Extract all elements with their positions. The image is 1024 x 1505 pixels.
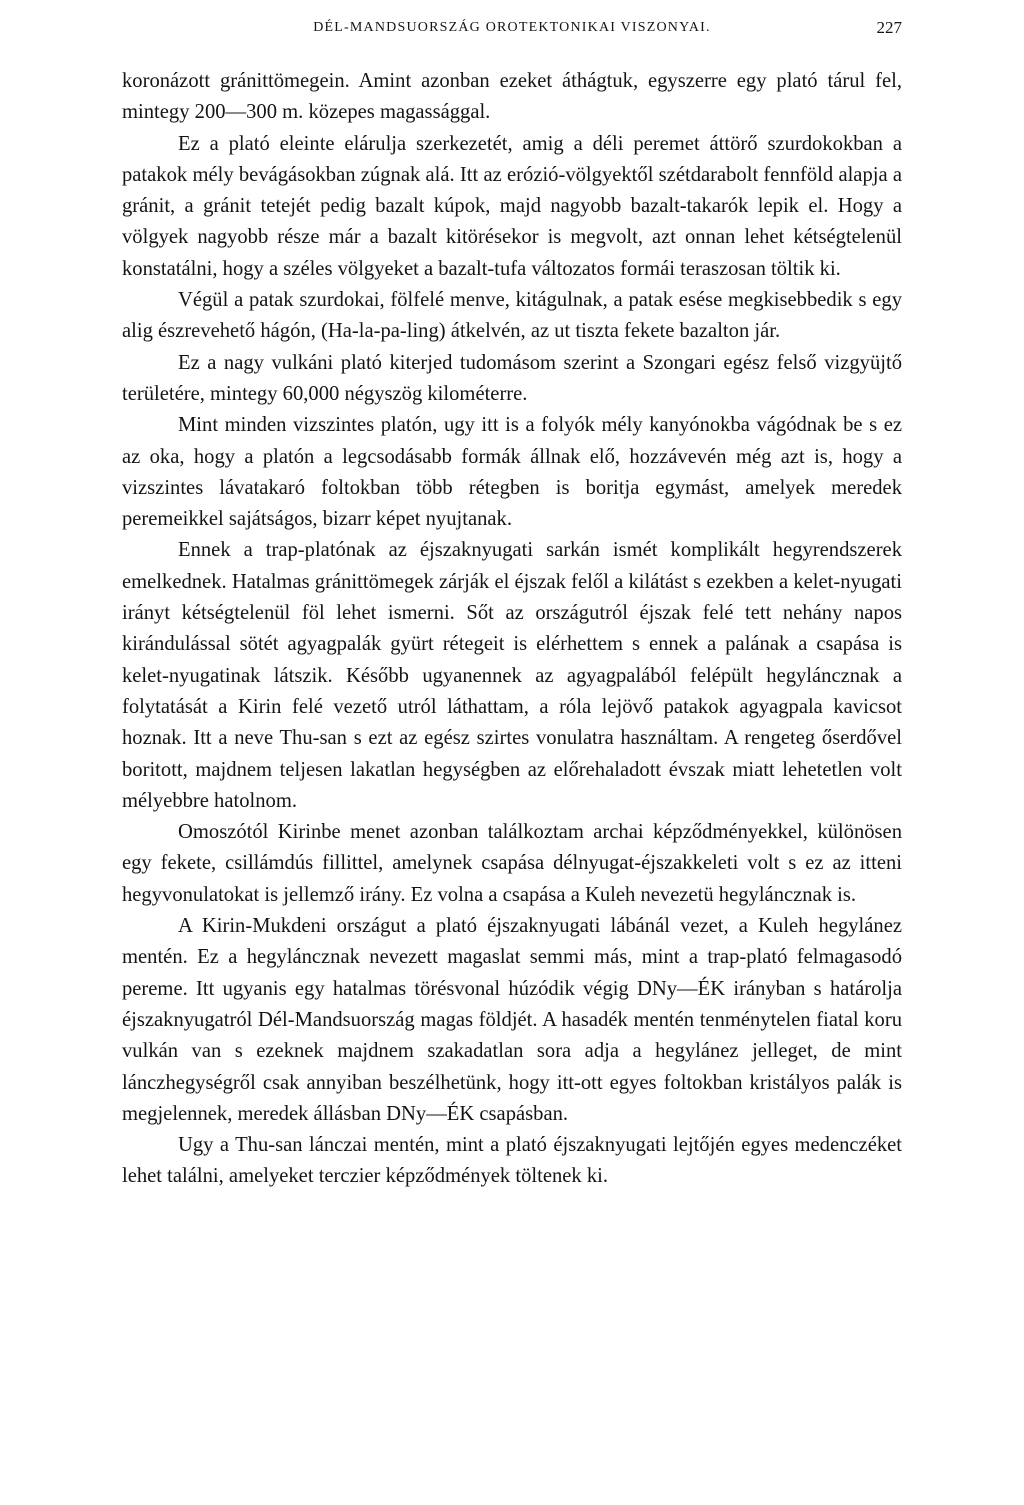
running-header — [122, 0, 902, 50]
paragraph: Ugy a Thu-san lánczai mentén, mint a plató éjszaknyugati lejtőjén egyes medenczéket lehet találni, amelyeket terczier képződmények töltenek ki. — [122, 1134, 902, 1188]
paragraph: Ez a plató eleinte elárulja szerkezetét, amig a déli peremet áttörő szurdokokban a patakok mély bevágásokban zúgnak alá. Itt az erózió-völgyektől szétdarabolt fennföld alapja a gránit, a gránit tetejét pedig bazalt kúpok, majd nagyobb bazalt-takarók lepik el. Hogy a völgyek nagyobb része már a bazalt kitörésekor is megvolt, azt onnan lehet kétségtelenül konstatálni, hogy a széles völgyeket a bazalt-tufa változatos formái teraszosan töltik ki. — [122, 132, 902, 280]
paragraph: A Kirin-Mukdeni országut a plató éjszaknyugati lábánál vezet, a Kuleh hegylánez mentén. Ez a hegyláncznak nevezett magaslat semmi más, mint a trap-plató felmagasodó pereme. Itt ugyanis egy hatalmas törésvonal húzódik végig DNy—ÉK irányban s határolja éjszaknyugatról Dél-Mandsuország magas földjét. A hasadék mentén tenménytelen fiatal koru vulkán van s ezeknek majdnem szakadatlan sora adja a hegylánez jelleget, de mint lánczhegységről csak annyiban beszélhetünk, hogy itt-ott egyes foltokban kristályos palák is megjelennek, meredek állásban DNy—ÉK csapásban. — [122, 915, 902, 1125]
body-text — [122, 66, 902, 1193]
paragraph: Végül a patak szurdokai, fölfelé menve, kitágulnak, a patak esése megkisebbedik s egy alig észrevehető hágón, (Ha-la-pa-ling) átkelvén, az ut tiszta fekete bazalton jár. — [122, 289, 902, 343]
running-title: DÉL-MANDSUORSZÁG OROTEKTONIKAI VISZONYAI. — [313, 20, 711, 35]
book-page — [122, 0, 902, 1505]
paragraph: Omoszótól Kirinbe menet azonban találkoztam archai képződményekkel, különösen egy fekete, csillámdús fillittel, amelynek csapása délnyugat-éjszakkeleti volt s ez az itteni hegyvonulatokat is jellemző irány. Ez volna a csapása a Kuleh nevezetü hegyláncznak is. — [122, 821, 902, 906]
page-number: 227 — [876, 18, 902, 37]
paragraph: Ez a nagy vulkáni plató kiterjed tudomásom szerint a Szongari egész felső vizgyüjtő területére, mintegy 60,000 négyszög kilométerre. — [122, 351, 902, 405]
paragraph-continued: koronázott gránittömegein. Amint azonban ezeket áthágtuk, egyszerre egy plató tárul fel, mintegy 200—300 m. közepes magassággal. — [122, 70, 902, 124]
paragraph: Mint minden vizszintes platón, ugy itt is a folyók mély kanyónokba vágódnak be s ez az oka, hogy a platón a legcsodásabb formák állnak elő, hozzávevén még azt is, hogy a vizszintes lávatakaró foltokban több rétegben is boritja egymást, amelyek meredek peremeikkel sajátságos, bizarr képet nyujtanak. — [122, 414, 902, 531]
paragraph: Ennek a trap-platónak az éjszaknyugati sarkán ismét komplikált hegyrendszerek emelkednek. Hatalmas gránittömegek zárják el éjszak felől a kilátást s ezekben a kelet-nyugati irányt kétségtelenül föl lehet ismerni. Sőt az országutról éjszak felé tett nehány napos kirándulással sötét agyagpalák gyürt rétegeit is elérhettem s ennek a palának a csapása is kelet-nyugatinak látszik. Később ugyanennek az agyagpalából felépült hegyláncznak a folytatását a Kirin felé vezető utról láthattam, a róla lejövő patakok agyagpala kavicsot hoznak. Itt a neve Thu-san s ezt az egész szirtes vonulatra használtam. A rengeteg őserdővel boritott, majdnem teljesen lakatlan hegységben az előrehaladott évszak miatt lehetetlen volt mélyebbre hatolnom. — [122, 539, 902, 812]
